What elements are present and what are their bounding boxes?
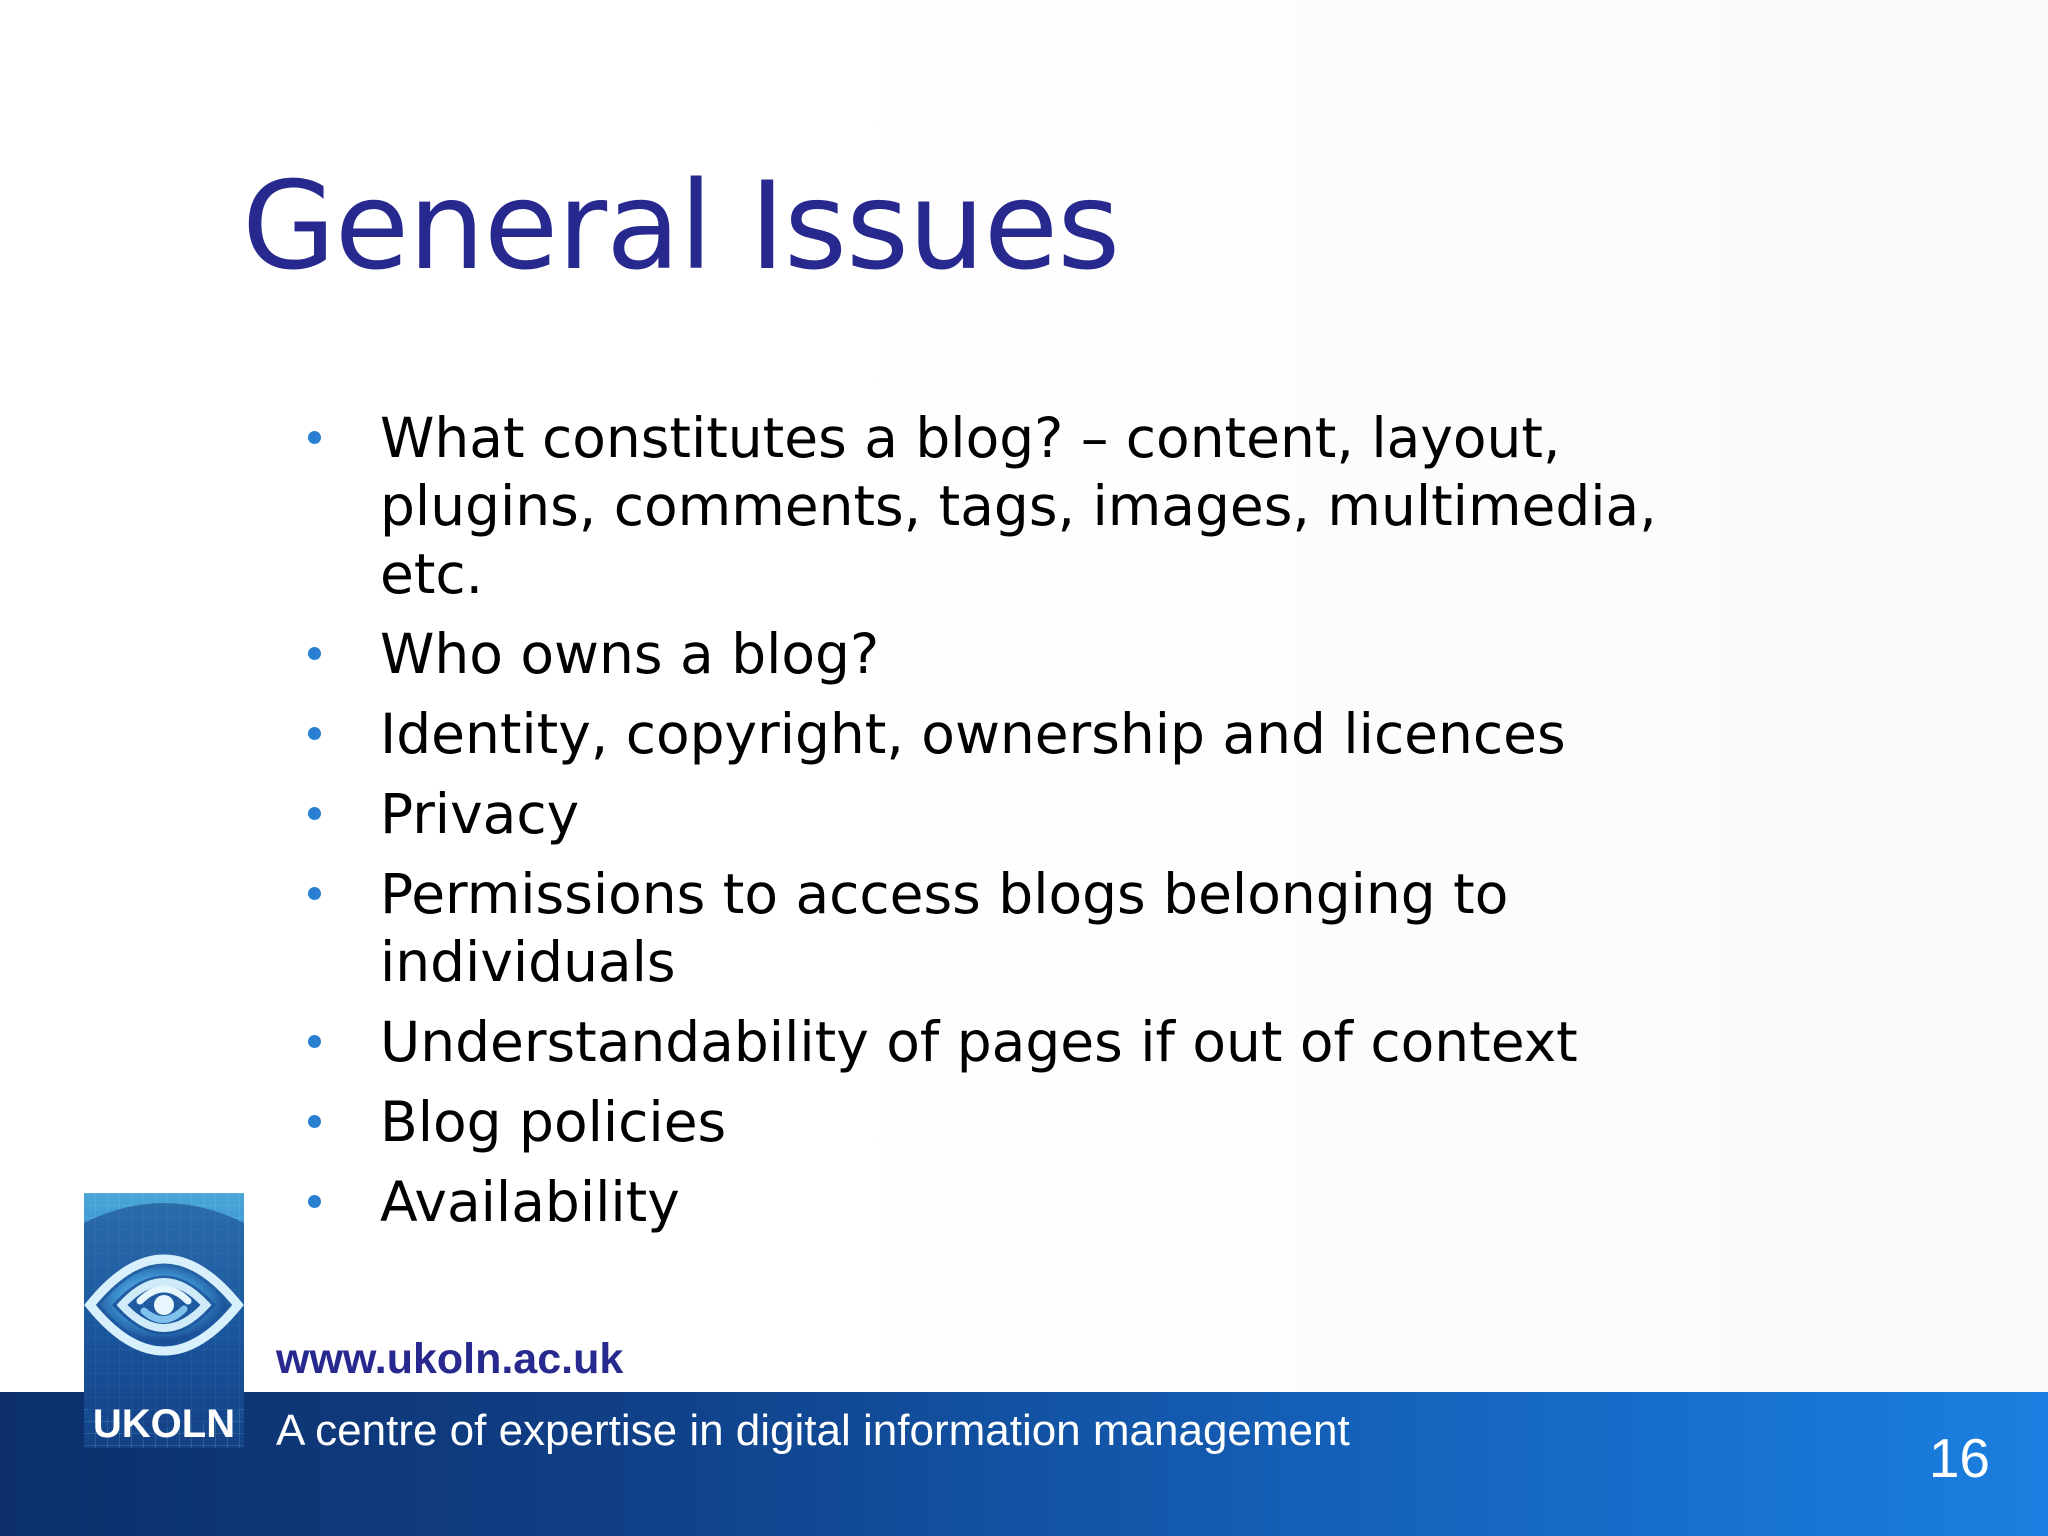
page-number: 16 [1928, 1427, 1990, 1489]
website-link[interactable]: www.ukoln.ac.uk [276, 1335, 624, 1383]
bullet-dot-icon [308, 807, 321, 820]
bullet-item [300, 1168, 1750, 1236]
bullet-item [300, 860, 1750, 996]
bullet-text: What constitutes a blog? – content, layout, plugins, comments, tags, images, multimedia, etc. [380, 406, 1657, 606]
bullet-dot-icon [308, 647, 321, 660]
bullet-dot-icon [308, 1115, 321, 1128]
logo-wordmark: UKOLN [92, 1402, 236, 1446]
bullet-dot-icon [308, 431, 321, 444]
footer-tagline: A centre of expertise in digital information management [276, 1406, 1350, 1455]
bullet-text: Understandability of pages if out of context [380, 1010, 1578, 1074]
bullet-dot-icon [308, 1195, 321, 1208]
bullet-dot-icon [308, 887, 321, 900]
bullet-dot-icon [308, 1035, 321, 1048]
bullet-item [300, 404, 1750, 608]
bullet-text: Permissions to access blogs belonging to individuals [380, 862, 1509, 994]
bullet-text: Identity, copyright, ownership and licences [380, 702, 1566, 766]
bullet-item [300, 620, 1750, 688]
bullet-text: Availability [380, 1170, 680, 1234]
bullet-item [300, 1088, 1750, 1156]
bullet-item [300, 780, 1750, 848]
bullet-item [300, 1008, 1750, 1076]
bullet-text: Who owns a blog? [380, 622, 880, 686]
bullet-dot-icon [308, 727, 321, 740]
bullet-text: Blog policies [380, 1090, 727, 1154]
bullet-item [300, 700, 1750, 768]
bullet-list [300, 404, 1750, 1248]
bullet-text: Privacy [380, 782, 580, 846]
slide-title: General Issues [242, 156, 1120, 297]
